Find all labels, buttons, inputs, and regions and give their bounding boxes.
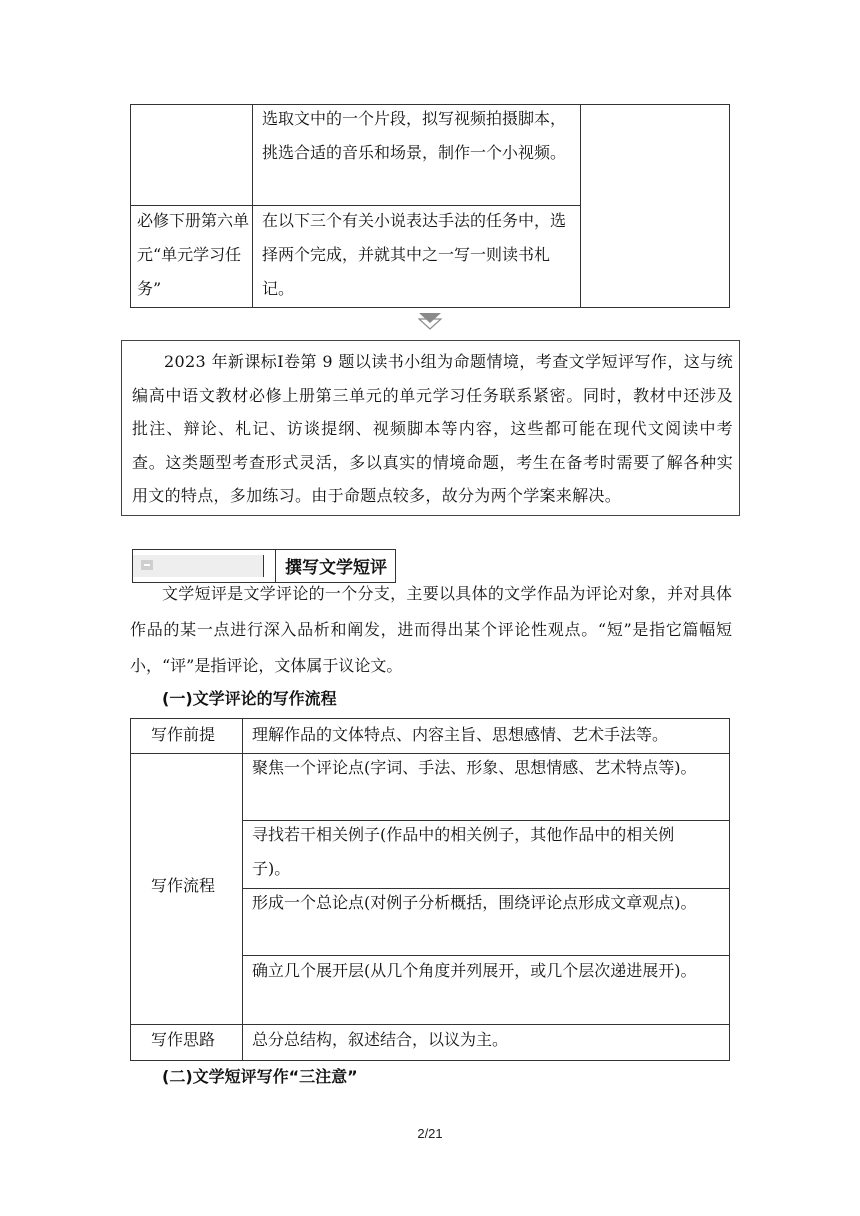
table-divider [242, 719, 243, 1060]
premise-label: 写作前提 [151, 725, 216, 744]
task-table [130, 104, 730, 308]
section-heading: 撰写文学短评 [285, 558, 387, 578]
flow-step: 确立几个展开层(从几个角度并列展开，或几个层次递进展开)。 [252, 961, 697, 980]
flow-step: 形成一个总论点(对例子分析概括，围绕评论点形成文章观点)。 [252, 893, 697, 912]
idea-label: 写作思路 [151, 1030, 216, 1049]
flow-label: 写作流程 [151, 876, 216, 895]
page-number: 2/21 [417, 1126, 443, 1141]
table-divider [580, 105, 581, 307]
exam-context-box [121, 340, 740, 516]
subheading-writing-process: (一)文学评论的写作流程 [162, 689, 337, 708]
flow-step: 聚焦一个评论点(字词、手法、形象、思想情感、艺术特点等)。 [252, 758, 697, 777]
minus-icon [141, 560, 153, 570]
idea-text: 总分总结构，叙述结合，以议为主。 [252, 1030, 509, 1049]
premise-text: 理解作品的文体特点、内容主旨、思想感情、艺术手法等。 [252, 725, 669, 744]
task-cell-unit-label: 必修下册第六单元“单元学习任务” [137, 211, 250, 298]
writing-process-table [130, 718, 730, 1061]
subheading-three-notes: (二)文学短评写作“三注意” [162, 1067, 358, 1086]
chevron-down-icon [418, 312, 442, 330]
table-divider [252, 105, 253, 307]
task-cell-notes: 在以下三个有关小说表达手法的任务中，选择两个完成，并就其中之一写一则读书札记。 [262, 211, 567, 298]
task-cell-video: 选取文中的一个片段，拟写视频拍摄脚本，挑选合适的音乐和场景，制作一个小视频。 [262, 109, 567, 162]
exam-context-text: 2023 年新课标Ⅰ卷第 9 题以读书小组为命题情境，考查文学短评写作，这与统编高中语文教材必修上册第三单元的单元学习任务联系紧密。同时，教材中还涉及批注、辩论、札记、访谈提纲、视频脚本等内容，这些都可能在现代文阅读中考查。这类题型考查形式灵活，多以真实的情境命题，考生在备考时需要了解各种实用文的特点，多加练习。由于命题点较多，故分为两个学案来解决。 [132, 352, 733, 505]
intro-paragraph: 文学短评是文学评论的一个分支，主要以具体的文学作品为评论对象，并对具体作品的某一点进行深入品析和阐发，进而得出某个评论性观点。“短”是指它篇幅短小，“评”是指评论，文体属于议论文。 [130, 584, 732, 675]
flow-step: 寻找若干相关例子(作品中的相关例子，其他作品中的相关例子)。 [252, 825, 675, 878]
